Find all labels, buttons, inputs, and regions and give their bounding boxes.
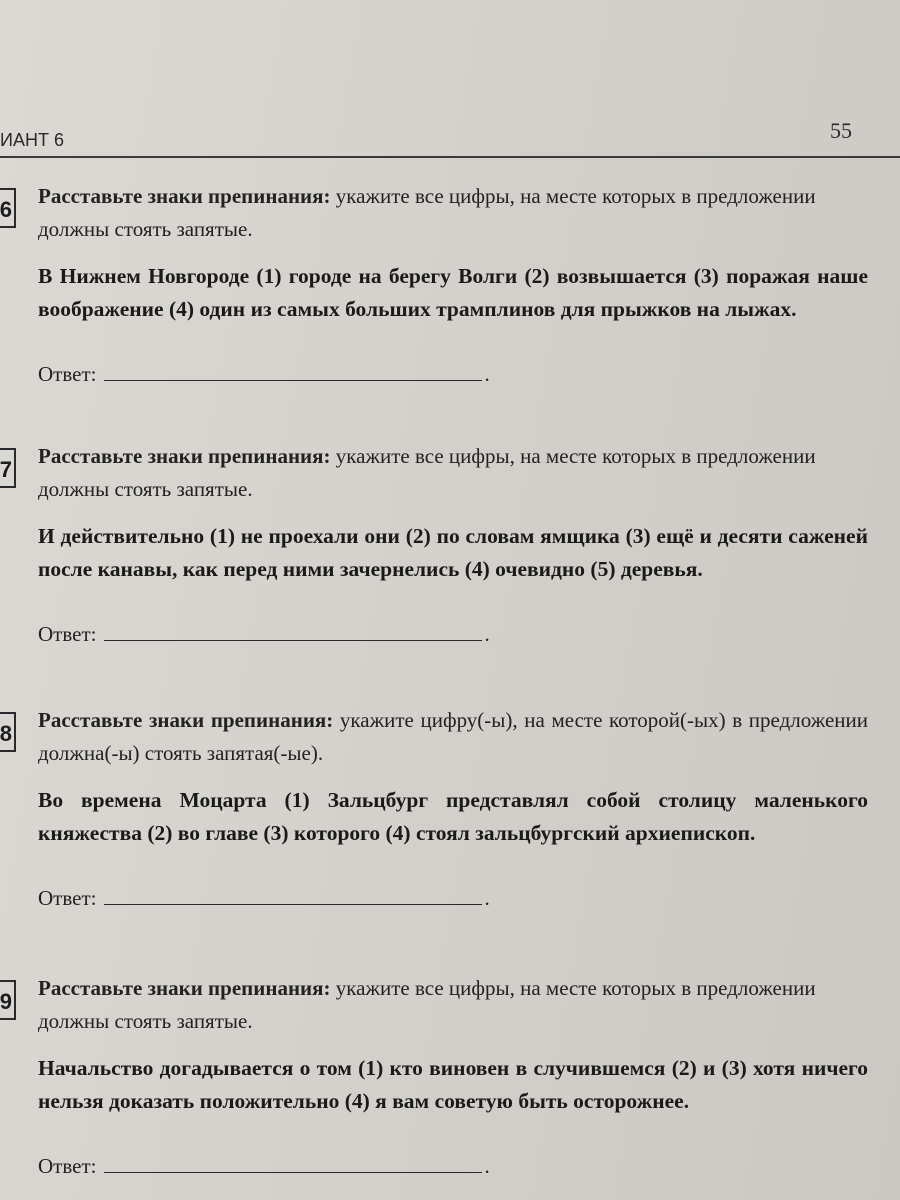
task-number-box-7: 7 [0,448,16,488]
task-sentence: В Нижнем Новгороде (1) городе на берегу Волги (2) возвышается (3) поражая наше воображение (4) один из самых больших трамплинов для прыжков на лыжах. [38,264,868,321]
answer-row [38,1154,868,1179]
instruction-rest: укажите все цифры, на месте которых в предложении должны стоять запятые. [38,444,816,501]
answer-line[interactable] [104,622,482,641]
answer-line[interactable] [104,1154,482,1173]
instruction-bold: Расставьте знаки препинания: [38,184,331,208]
task-instruction [38,180,868,246]
answer-end-dot: . [484,622,490,646]
answer-end-dot: . [484,1154,490,1178]
task-9 [38,972,868,1179]
answer-line[interactable] [104,886,482,905]
instruction-rest: укажите все цифры, на месте которых в предложении должны стоять запятые. [38,184,816,241]
task-sentence: И действительно (1) не проехали они (2) по словам ямщика (3) ещё и десяти саженей после канавы, как перед ними зачернелись (4) очевидно (5) деревья. [38,524,868,581]
header-divider [0,156,900,158]
task-instruction [38,704,868,770]
task-6 [38,180,868,387]
task-instruction [38,440,868,506]
instruction-bold: Расставьте знаки препинания: [38,444,331,468]
task-instruction [38,972,868,1038]
task-number-box-6: 6 [0,188,16,228]
answer-row [38,886,868,911]
answer-row [38,622,868,647]
instruction-rest: укажите все цифры, на месте которых в предложении должны стоять запятые. [38,976,816,1033]
answer-line[interactable] [104,362,482,381]
instruction-rest: укажите цифру(-ы), на месте которой(-ых) в предложении должна(-ы) стоять запятая(-ые). [38,708,868,765]
task-number-box-9: 9 [0,980,16,1020]
task-7 [38,440,868,647]
task-sentence: Во времена Моцарта (1) Зальцбург представлял собой столицу маленького княжества (2) во главе (3) которого (4) стоял зальцбургский архиепископ. [38,788,868,845]
answer-label: Ответ: [38,622,97,646]
answer-label: Ответ: [38,886,97,910]
answer-label: Ответ: [38,1154,97,1178]
task-8 [38,704,868,911]
task-sentence: Начальство догадывается о том (1) кто виновен в случившемся (2) и (3) хотя ничего нельзя доказать положительно (4) я вам советую быть осторожнее. [38,1056,868,1113]
page-number: 55 [830,118,852,143]
answer-end-dot: . [484,886,490,910]
instruction-bold: Расставьте знаки препинания: [38,976,331,1000]
answer-row [38,362,868,387]
answer-end-dot: . [484,362,490,386]
instruction-bold: Расставьте знаки препинания: [38,708,334,732]
variant-heading: ИАНТ 6 [0,130,64,150]
answer-label: Ответ: [38,362,97,386]
task-number-box-8: 8 [0,712,16,752]
